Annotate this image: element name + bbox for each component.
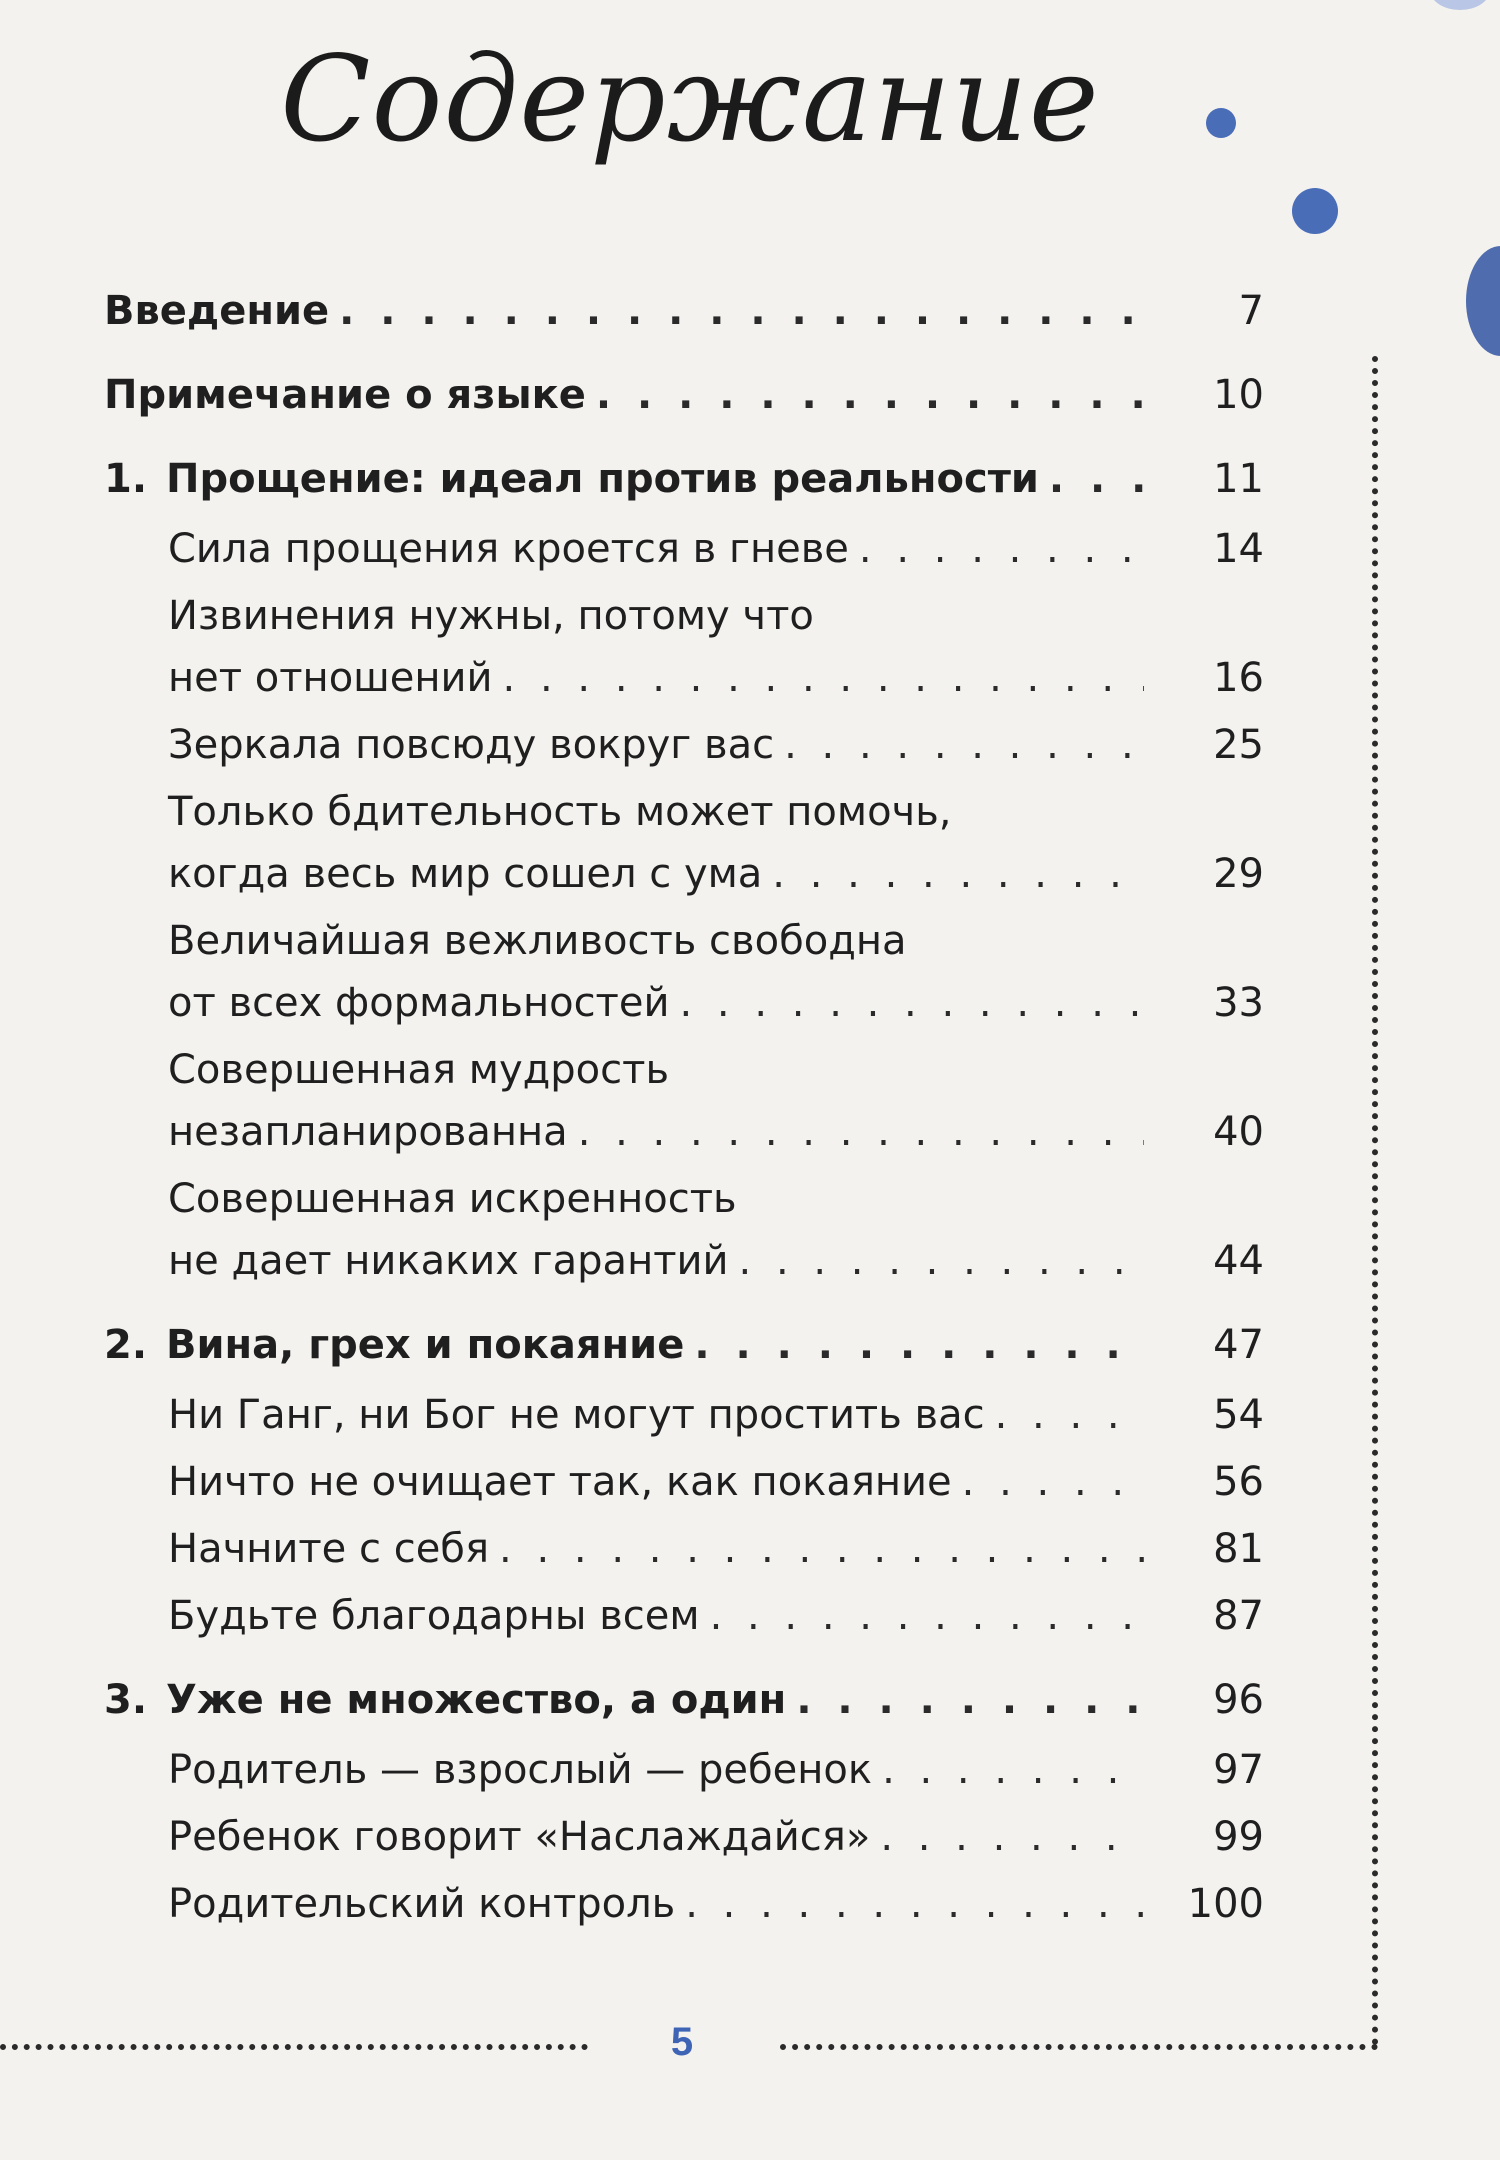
toc-entry-label: когда весь мир сошел с ума xyxy=(168,851,763,897)
toc-page-number: 44 xyxy=(1213,1238,1264,1284)
toc-entry-label-line: Извинения нужны, потому что xyxy=(168,593,814,639)
toc-entry-label: от всех формальностей xyxy=(168,980,670,1026)
toc-entry xyxy=(168,714,1264,776)
toc-entry-label: Примечание о языке xyxy=(104,372,586,418)
dot-leader xyxy=(995,1384,1144,1446)
dot-leader xyxy=(962,1451,1144,1513)
dot-leader xyxy=(772,843,1144,905)
toc-entry xyxy=(168,1873,1264,1935)
toc-page-number: 7 xyxy=(1238,288,1264,334)
ink-blot-decoration xyxy=(1430,0,1490,10)
toc-entry-label: Ничто не очищает так, как покаяние xyxy=(168,1459,952,1505)
dot-leader xyxy=(859,518,1144,580)
toc-entry xyxy=(168,910,1264,1034)
toc-page-number: 40 xyxy=(1213,1109,1264,1155)
ink-blot-decoration xyxy=(1292,188,1338,234)
chapter-number: 3. xyxy=(104,1677,148,1723)
toc-entry-label: не дает никаких гарантий xyxy=(168,1238,729,1284)
dot-leader xyxy=(596,364,1144,426)
dot-leader xyxy=(880,1806,1144,1868)
toc-entry-label-line: Только бдительность может помочь, xyxy=(168,789,952,835)
toc-entry-label: Будьте благодарны всем xyxy=(168,1593,700,1639)
toc-entry xyxy=(168,1384,1264,1446)
toc-page-number: 87 xyxy=(1213,1593,1264,1639)
page-number: 5 xyxy=(670,2020,694,2064)
toc-entry-label: Вина, грех и покаяние xyxy=(166,1322,685,1368)
dotted-border-bottom-right xyxy=(780,2044,1378,2050)
toc-page-number: 33 xyxy=(1213,980,1264,1026)
dot-leader xyxy=(685,1873,1144,1935)
dot-leader xyxy=(499,1518,1144,1580)
toc-entry-label: Начните с себя xyxy=(168,1526,490,1572)
page-title: Содержание xyxy=(280,30,1100,168)
toc-entry-label: Прощение: идеал против реальности xyxy=(166,456,1039,502)
toc-entry xyxy=(104,448,1264,510)
toc-entry xyxy=(168,1585,1264,1647)
toc-entry xyxy=(104,280,1264,342)
toc-entry-label: Ни Ганг, ни Бог не могут простить вас xyxy=(168,1392,985,1438)
toc-page-number: 100 xyxy=(1187,1881,1264,1927)
toc-entry xyxy=(168,518,1264,580)
toc-entry xyxy=(168,1039,1264,1163)
toc-page-number: 47 xyxy=(1213,1322,1264,1368)
toc-entry xyxy=(104,364,1264,426)
toc-page-number: 54 xyxy=(1213,1392,1264,1438)
toc-page-number: 81 xyxy=(1213,1526,1264,1572)
toc-entry-label: Введение xyxy=(104,288,330,334)
dot-leader xyxy=(694,1314,1144,1376)
chapter-number: 2. xyxy=(104,1322,148,1368)
dot-leader xyxy=(739,1230,1144,1292)
toc-entry-label: Зеркала повсюду вокруг вас xyxy=(168,722,775,768)
dot-leader xyxy=(578,1101,1144,1163)
dot-leader xyxy=(784,714,1144,776)
dot-leader xyxy=(339,280,1144,342)
toc-entry-label: Родительский контроль xyxy=(168,1881,676,1927)
toc-entry-label: Ребенок говорит «Наслаждайся» xyxy=(168,1814,871,1860)
toc-entry xyxy=(104,1669,1264,1731)
chapter-number: 1. xyxy=(104,456,148,502)
toc-entry xyxy=(168,1806,1264,1868)
toc-entry-label: Родитель — взрослый — ребенок xyxy=(168,1747,873,1793)
toc-page-number: 16 xyxy=(1213,655,1264,701)
toc-page-number: 56 xyxy=(1213,1459,1264,1505)
toc-page-number: 10 xyxy=(1213,372,1264,418)
dot-leader xyxy=(796,1669,1144,1731)
toc-entry-label-line: Совершенная мудрость xyxy=(168,1047,670,1093)
ink-blot-decoration xyxy=(1466,246,1500,356)
toc-page-number: 11 xyxy=(1213,456,1264,502)
dotted-border-right xyxy=(1372,356,1378,2046)
toc-entry-label: Уже не множество, а один xyxy=(166,1677,787,1723)
toc-page-number: 97 xyxy=(1213,1747,1264,1793)
toc-entry-label: Сила прощения кроется в гневе xyxy=(168,526,849,572)
toc-page-number: 14 xyxy=(1213,526,1264,572)
toc-entry xyxy=(168,1451,1264,1513)
toc-page-number: 29 xyxy=(1213,851,1264,897)
toc-entry xyxy=(168,781,1264,905)
toc-entry-label: нет отношений xyxy=(168,655,493,701)
toc-page-number: 25 xyxy=(1213,722,1264,768)
toc-entry xyxy=(168,1739,1264,1801)
toc-entry-label-line: Совершенная искренность xyxy=(168,1176,737,1222)
dotted-border-bottom-left xyxy=(0,2044,588,2050)
toc-entry xyxy=(168,1168,1264,1292)
toc-entry xyxy=(168,585,1264,709)
toc-page-number: 96 xyxy=(1213,1677,1264,1723)
toc-entry-label: незапланированна xyxy=(168,1109,568,1155)
toc-entry xyxy=(168,1518,1264,1580)
dot-leader xyxy=(679,972,1144,1034)
dot-leader xyxy=(1049,448,1144,510)
toc-entry-label-line: Величайшая вежливость свободна xyxy=(168,918,907,964)
toc-page-number: 99 xyxy=(1213,1814,1264,1860)
dot-leader xyxy=(503,647,1144,709)
dot-leader xyxy=(710,1585,1144,1647)
dot-leader xyxy=(882,1739,1144,1801)
toc-entry xyxy=(104,1314,1264,1376)
